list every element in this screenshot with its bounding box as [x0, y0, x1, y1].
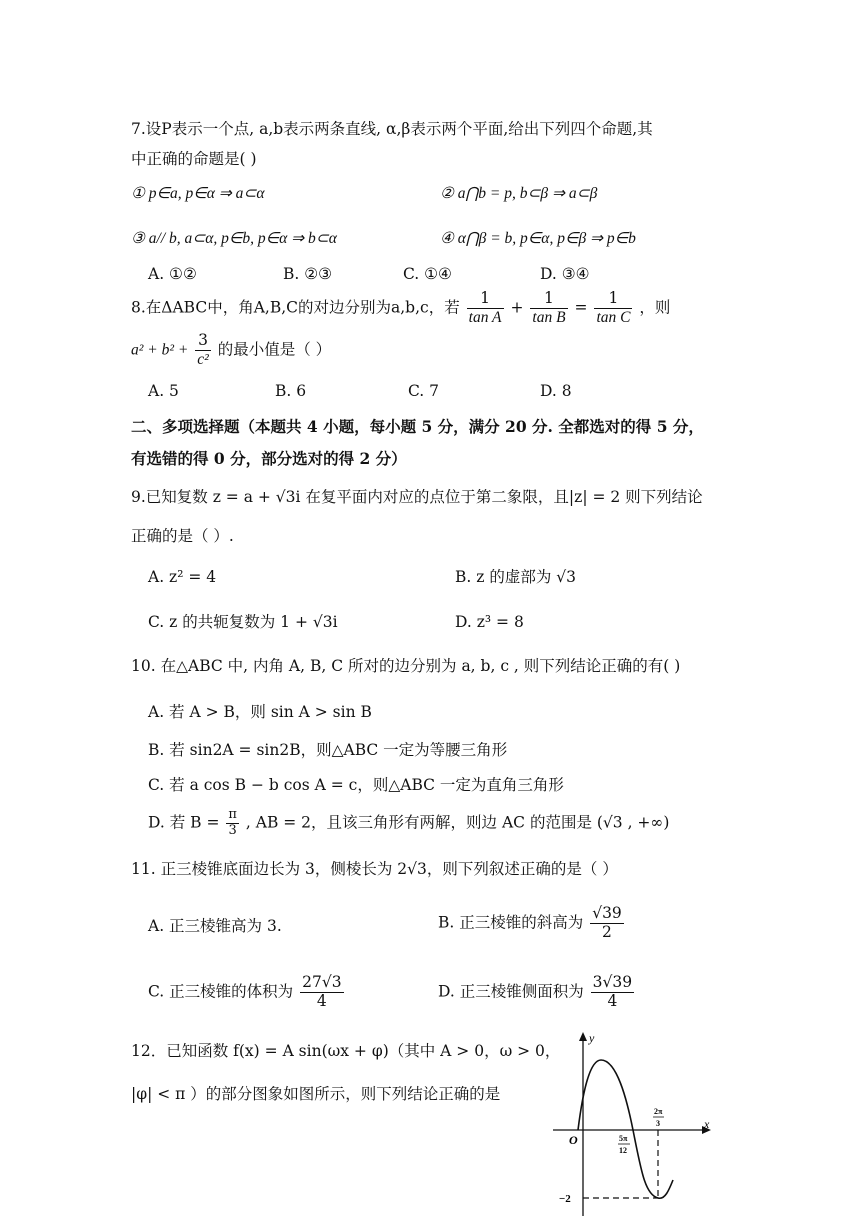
q7-choice-a: A. ①② — [148, 265, 197, 283]
q7-option-3: ③ a// b, a⊂α, p∈b, p∈α ⇒ b⊂α — [131, 230, 337, 247]
q10-option-a: A. 若 A > B，则 sin A > sin B — [148, 703, 372, 721]
q7-option-1: ① p∈a, p∈α ⇒ a⊂α — [131, 185, 265, 202]
q8-suffix: ，则 — [639, 298, 671, 317]
q10-option-d-fraction: $\frac{\pi}{3}$ — [228, 807, 237, 838]
q7-line2: 中正确的命题是( ) — [131, 150, 257, 168]
sine-graph — [545, 1030, 730, 1216]
q10-option-b: B. 若 sin2A = sin2B，则△ABC 一定为等腰三角形 — [148, 741, 508, 759]
origin-label: O — [569, 1133, 578, 1147]
q8-fraction-4: $\frac{3}{\text{c²}}$ — [197, 331, 209, 368]
min-value-label: −2 — [559, 1193, 571, 1205]
q8-expression: a² + b² + — [131, 341, 189, 359]
q9-option-d: D. z³ = 8 — [455, 613, 524, 631]
q9-option-c: C. z 的共轭复数为 1 + √3i — [148, 613, 338, 631]
q8-line1 — [131, 290, 670, 327]
q12-line2: |φ| < π ）的部分图象如图所示，则下列结论正确的是 — [131, 1085, 501, 1103]
q11-option-b-fraction: $\frac{√39}{2}$ — [592, 904, 622, 941]
q8-line2 — [131, 332, 331, 369]
q7-line1: 7.设P表示一个点, a,b表示两条直线, α,β表示两个平面,给出下列四个命题,其 — [131, 120, 653, 138]
q9-line2: 正确的是（ ）. — [131, 527, 234, 545]
q9-line1: 9.已知复数 z = a + √3i 在复平面内对应的点位于第二象限，且|z| = 2 则下列结论 — [131, 488, 703, 506]
q11-option-d: D. 正三棱锥侧面积为 $\frac{3√39}{4}$ — [438, 973, 633, 1010]
q8-tail: 的最小值是（ ） — [217, 340, 332, 359]
q9-option-a: A. z² = 4 — [148, 568, 217, 586]
q7-choice-d: D. ③④ — [540, 265, 590, 283]
q10-option-d — [148, 808, 669, 839]
q10-option-d-end: , AB = 2，且该三角形有两解，则边 AC 的范围是 (√3 , +∞) — [245, 813, 670, 832]
tick-2pi-3-numerator: 2π — [654, 1107, 663, 1116]
tick-2pi-3-denominator: 3 — [656, 1119, 660, 1128]
q12-line1: 12．已知函数 f(x) = A sin(ωx + φ)（其中 A > 0，ω > 0， — [131, 1042, 561, 1060]
x-label: x — [704, 1117, 710, 1131]
sine-curve — [578, 1060, 673, 1198]
q8-plus: + — [510, 298, 524, 317]
q8-fraction-1: $\frac{1}{\text{tan A}}$ — [468, 289, 502, 326]
q10-line1: 10. 在△ABC 中, 内角 A, B, C 所对的边分别为 a, b, c , 则下列结论正确的有( ) — [131, 657, 681, 675]
tick-5pi-12-denominator: 12 — [619, 1146, 627, 1155]
y-axis-arrow-icon — [579, 1032, 587, 1041]
q8-prefix: 8.在ΔABC中，角A,B,C的对边分别为a,b,c，若 — [131, 298, 460, 317]
y-label: y — [589, 1031, 595, 1045]
tick-5pi-12-numerator: 5π — [619, 1134, 628, 1143]
q7-option-2: ② a⋂b = p, b⊂β ⇒ a⊂β — [440, 185, 598, 202]
q8-choice-c: C. 7 — [408, 382, 440, 400]
q8-choice-a: A. 5 — [148, 382, 179, 400]
q10-option-c: C. 若 a cos B − b cos A = c，则△ABC 一定为直角三角形 — [148, 776, 564, 794]
q7-choice-b: B. ②③ — [283, 265, 333, 283]
q11-option-d-fraction: $\frac{3√39}{4}$ — [592, 973, 633, 1010]
q8-fraction-2: $\frac{1}{\text{tan B}}$ — [532, 289, 566, 326]
q8-choice-b: B. 6 — [275, 382, 307, 400]
q8-choice-d: D. 8 — [540, 382, 572, 400]
q7-choice-c: C. ①④ — [403, 265, 452, 283]
section-2-heading-line2: 有选错的得 0 分，部分选对的得 2 分） — [131, 449, 407, 468]
q11-option-b: B. 正三棱锥的斜高为 $\frac{√39}{2}$ — [438, 904, 622, 941]
q11-option-c-fraction: $\frac{27√3}{4}$ — [302, 973, 342, 1010]
q11-line1: 11. 正三棱锥底面边长为 3，侧棱长为 2√3，则下列叙述正确的是（ ） — [131, 860, 618, 878]
q9-option-b: B. z 的虚部为 √3 — [455, 568, 577, 586]
q11-option-c: C. 正三棱锥的体积为 $\frac{27√3}{4}$ — [148, 973, 342, 1010]
section-2-heading-line1: 二、多项选择题（本题共 4 小题，每小题 5 分，满分 20 分. 全都选对的得 5 分， — [131, 417, 704, 436]
q8-fraction-3: $\frac{1}{\text{tan C}}$ — [596, 289, 631, 326]
q10-option-d-start: D. 若 B = — [148, 813, 220, 832]
q11-option-a: A. 正三棱锥高为 3. — [148, 917, 282, 935]
q8-equals: = — [574, 298, 588, 317]
q7-option-4: ④ α⋂β = b, p∈α, p∈β ⇒ p∈b — [440, 230, 636, 247]
